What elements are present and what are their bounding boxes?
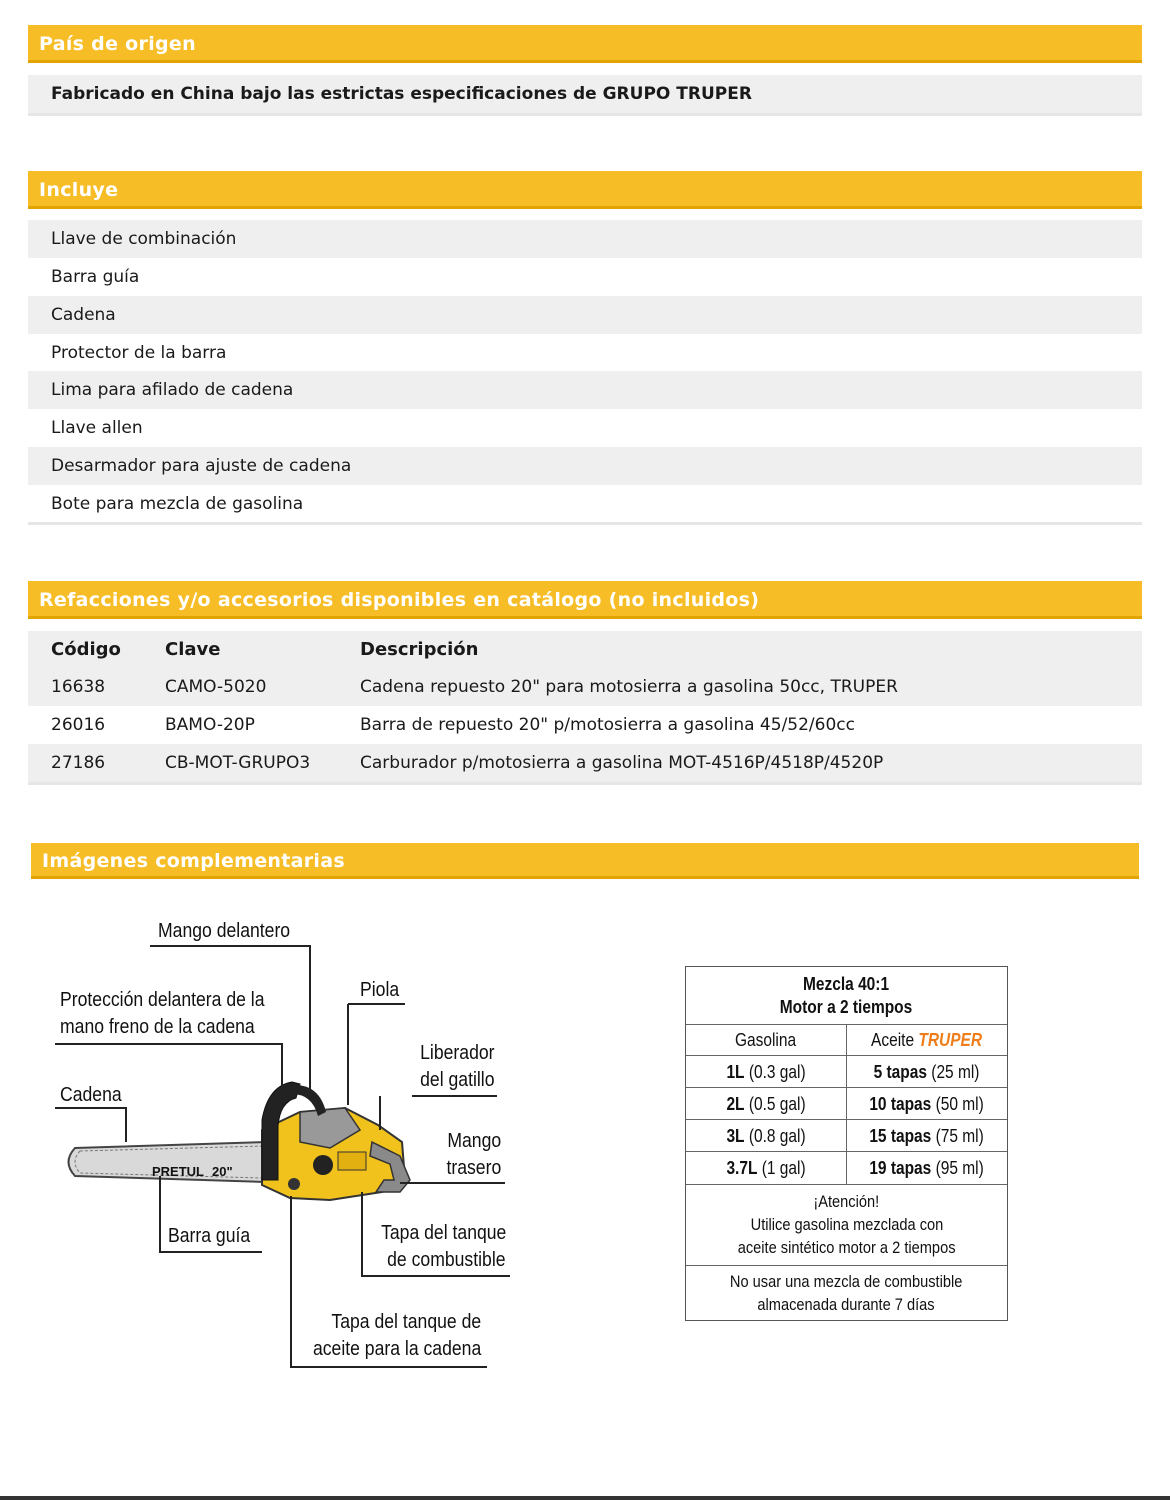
mix-note <box>686 1266 1007 1320</box>
mix-gas-amount: 3L <box>726 1126 745 1146</box>
label-fuel-cap-1: Tapa del tanque <box>380 1222 506 1244</box>
list-item-text: Bote para mezcla de gasolina <box>51 494 304 514</box>
list-item-text: Cadena <box>51 305 116 325</box>
mix-gas-gal: (0.3 gal) <box>748 1062 806 1082</box>
list-item-text: Llave de combinación <box>51 229 237 249</box>
table-row <box>686 1152 1007 1185</box>
chainsaw-diagram <box>0 880 640 1400</box>
mix-gas-gal: (1 gal) <box>761 1158 806 1178</box>
includes-header <box>28 171 1142 209</box>
cell-code: 27186 <box>51 753 106 773</box>
origin-text: Fabricado en China bajo las estrictas especificaciones de GRUPO TRUPER <box>51 84 752 104</box>
cell-code: 26016 <box>51 715 106 735</box>
mix-warning-title: ¡Atención! <box>813 1192 880 1211</box>
list-item <box>28 447 1142 485</box>
accessories-divider <box>28 782 1142 785</box>
list-item-text: Barra guía <box>51 267 140 287</box>
table-row <box>686 1120 1007 1152</box>
bar-size-label: 20" <box>212 1164 233 1179</box>
list-item <box>28 296 1142 334</box>
mix-warning <box>686 1185 1007 1266</box>
list-item <box>28 258 1142 296</box>
list-item <box>28 485 1142 523</box>
table-row <box>686 1056 1007 1088</box>
mix-oil-ml: (25 ml) <box>931 1062 980 1082</box>
label-front-guard-2: mano freno de la cadena <box>60 1016 255 1038</box>
list-item <box>28 220 1142 258</box>
list-item-text: Lima para afilado de cadena <box>51 380 294 400</box>
mix-oil-caps: 19 tapas <box>869 1158 932 1178</box>
label-oil-cap-2: aceite para la cadena <box>312 1338 481 1360</box>
mix-col-oil: Aceite <box>871 1030 915 1050</box>
table-row <box>28 706 1142 744</box>
label-fuel-cap-2: de combustible <box>387 1249 506 1271</box>
list-item-text: Llave allen <box>51 418 143 438</box>
label-front-handle: Mango delantero <box>158 920 291 942</box>
label-chain: Cadena <box>60 1084 122 1106</box>
label-guide-bar: Barra guía <box>168 1225 251 1247</box>
origin-divider <box>28 113 1142 116</box>
page-bottom-rule <box>0 1496 1170 1500</box>
cell-description: Carburador p/motosierra a gasolina MOT-4516P/4518P/4520P <box>360 753 884 773</box>
includes-header-title: Incluye <box>39 179 119 201</box>
bar-brand-label: PRETUL <box>152 1164 204 1179</box>
origin-header <box>28 25 1142 63</box>
column-header-key: Clave <box>165 639 221 660</box>
mix-oil-ml: (50 ml) <box>935 1094 984 1114</box>
list-item <box>28 371 1142 409</box>
mix-note-line-2: almacenada durante 7 días <box>757 1295 936 1314</box>
label-front-guard-1: Protección delantera de la <box>60 989 265 1011</box>
mix-column-headers <box>686 1025 1007 1056</box>
truper-logo: TRUPER <box>918 1030 982 1050</box>
mix-warning-line-2: aceite sintético motor a 2 tiempos <box>737 1238 956 1257</box>
table-row <box>28 668 1142 706</box>
mix-gas-amount: 3.7L <box>726 1158 758 1178</box>
mix-title-ratio: Mezcla 40:1 <box>803 974 890 994</box>
label-rear-handle-1: Mango <box>447 1130 501 1152</box>
mix-warning-line-1: Utilice gasolina mezclada con <box>750 1215 943 1234</box>
images-header <box>31 843 1139 879</box>
column-header-code: Código <box>51 639 121 660</box>
mix-title <box>686 967 1007 1025</box>
list-item-text: Protector de la barra <box>51 343 227 363</box>
cell-key: BAMO-20P <box>165 715 255 735</box>
mix-oil-caps: 15 tapas <box>869 1126 932 1146</box>
column-header-description: Descripción <box>360 639 479 660</box>
mix-col-gasoline: Gasolina <box>735 1030 797 1050</box>
cell-description: Barra de repuesto 20" p/motosierra a gasolina 45/52/60cc <box>360 715 855 735</box>
origin-header-title: País de origen <box>39 33 196 55</box>
mix-title-engine: Motor a 2 tiempos <box>780 997 913 1017</box>
cell-code: 16638 <box>51 677 106 697</box>
cell-key: CAMO-5020 <box>165 677 267 697</box>
mix-gas-gal: (0.5 gal) <box>748 1094 806 1114</box>
label-rear-handle-2: trasero <box>446 1157 501 1179</box>
cell-key: CB-MOT-GRUPO3 <box>165 753 311 773</box>
fuel-mix-table <box>685 966 1008 1321</box>
mix-oil-caps: 5 tapas <box>873 1062 927 1082</box>
origin-row <box>28 75 1142 113</box>
mix-oil-ml: (95 ml) <box>935 1158 984 1178</box>
accessories-table-header <box>28 631 1142 669</box>
list-item-text: Desarmador para ajuste de cadena <box>51 456 352 476</box>
table-row <box>686 1088 1007 1120</box>
mix-gas-gal: (0.8 gal) <box>748 1126 806 1146</box>
label-oil-cap-1: Tapa del tanque de <box>331 1311 481 1333</box>
list-item <box>28 409 1142 447</box>
includes-divider <box>28 522 1142 525</box>
cell-description: Cadena repuesto 20" para motosierra a gasolina 50cc, TRUPER <box>360 677 898 697</box>
accessories-header-title: Refacciones y/o accesorios disponibles en catálogo (no incluidos) <box>39 589 760 611</box>
mix-oil-ml: (75 ml) <box>935 1126 984 1146</box>
mix-gas-amount: 2L <box>726 1094 745 1114</box>
accessories-header <box>28 581 1142 619</box>
label-trigger-1: Liberador <box>420 1042 495 1064</box>
leader-lines <box>0 880 640 1400</box>
list-item <box>28 334 1142 372</box>
label-trigger-2: del gatillo <box>420 1069 495 1091</box>
images-header-title: Imágenes complementarias <box>42 850 345 872</box>
label-starter: Piola <box>360 979 400 1001</box>
mix-gas-amount: 1L <box>726 1062 745 1082</box>
mix-note-line-1: No usar una mezcla de combustible <box>730 1272 963 1291</box>
mix-oil-caps: 10 tapas <box>869 1094 932 1114</box>
table-row <box>28 744 1142 782</box>
